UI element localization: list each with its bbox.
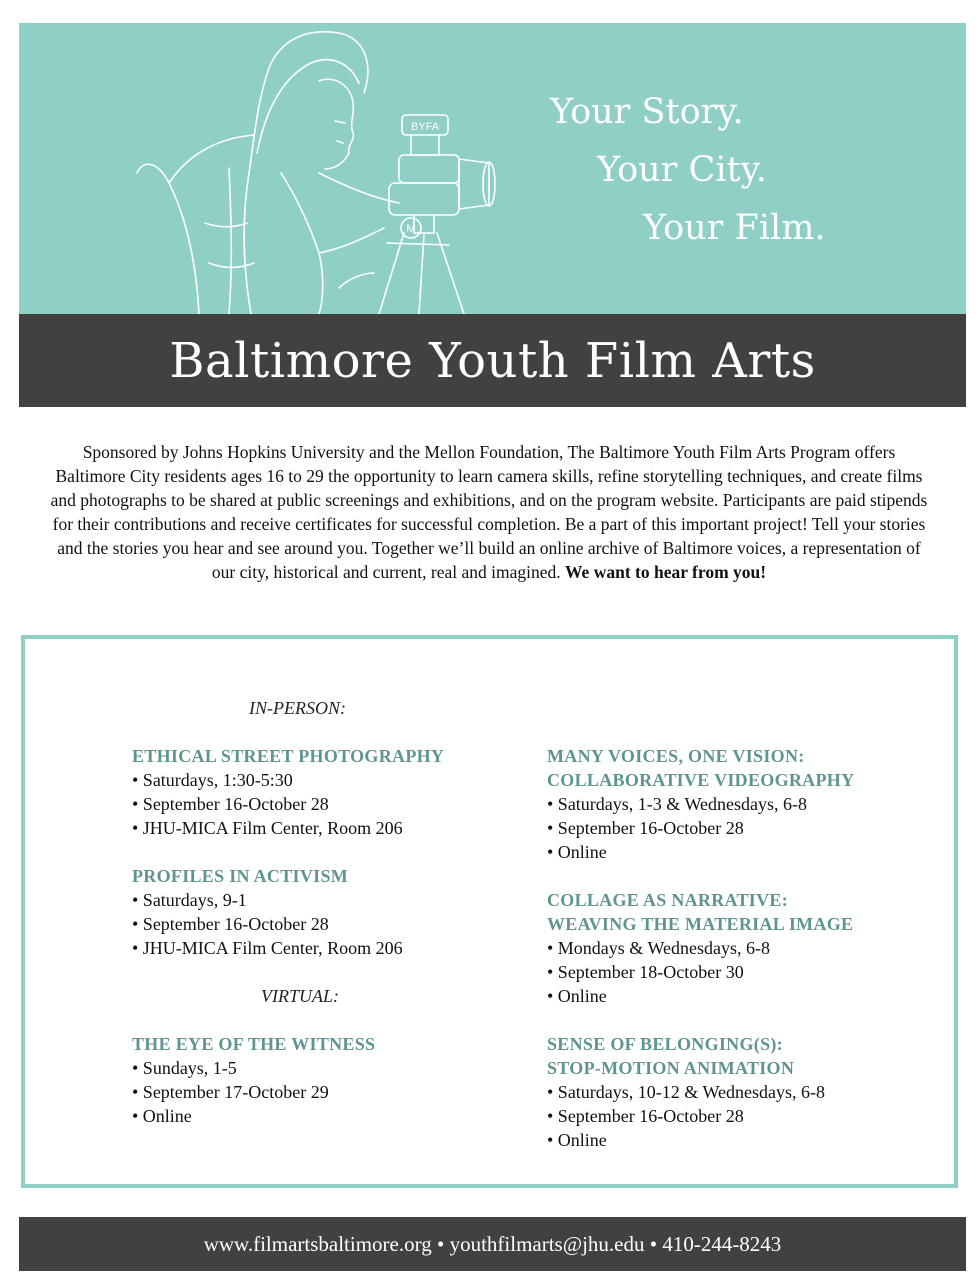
- intro-paragraph: [50, 440, 928, 584]
- course-detail: • September 16-October 28: [547, 1106, 744, 1126]
- course-title: WEAVING THE MATERIAL IMAGE: [547, 914, 854, 934]
- camera-logo-text: M: [406, 223, 416, 235]
- title-bar: [19, 314, 966, 407]
- contact-info: www.filmartsbaltimore.org • youthfilmarts@jhu.edu • 410-244-8243: [203, 1231, 782, 1256]
- course-detail: • Saturdays, 1-3 & Wednesdays, 6-8: [547, 794, 807, 814]
- course-block: [132, 744, 532, 840]
- footer-contact-bar: [19, 1217, 966, 1271]
- course-detail: • JHU-MICA Film Center, Room 206: [132, 818, 403, 838]
- course-detail: • September 16-October 28: [132, 794, 329, 814]
- intro-cta: We want to hear from you!: [565, 562, 767, 582]
- course-detail: • September 18-October 30: [547, 962, 744, 982]
- course-detail: • September 16-October 28: [547, 818, 744, 838]
- right-course-list: [547, 744, 947, 1152]
- course-detail: • Saturdays, 9-1: [132, 890, 247, 910]
- course-block: [132, 1032, 532, 1128]
- course-title: SENSE OF BELONGING(S):: [547, 1034, 783, 1054]
- course-title: COLLAGE AS NARRATIVE:: [547, 890, 789, 910]
- course-detail: • Online: [547, 842, 607, 862]
- course-detail: • Saturdays, 1:30-5:30: [132, 770, 293, 790]
- schedule-right-column: [547, 744, 947, 1176]
- filmmaker-illustration: [19, 23, 966, 314]
- in-person-course-list: [132, 744, 532, 960]
- tagline-film: Your Film.: [643, 208, 826, 248]
- course-title: ETHICAL STREET PHOTOGRAPHY: [132, 746, 445, 766]
- course-title: MANY VOICES, ONE VISION:: [547, 746, 805, 766]
- course-detail: • Saturdays, 10-12 & Wednesdays, 6-8: [547, 1082, 825, 1102]
- virtual-heading: VIRTUAL:: [261, 986, 339, 1006]
- course-title: PROFILES IN ACTIVISM: [132, 866, 349, 886]
- course-title: STOP-MOTION ANIMATION: [547, 1058, 795, 1078]
- course-detail: • Mondays & Wednesdays, 6-8: [547, 938, 770, 958]
- schedule-left-column: [132, 696, 532, 1152]
- course-detail: • September 17-October 29: [132, 1082, 329, 1102]
- course-block: [547, 1032, 947, 1152]
- course-detail: • JHU-MICA Film Center, Room 206: [132, 938, 403, 958]
- camera-badge-text: BYFA: [410, 121, 440, 133]
- hero-banner: [19, 23, 966, 314]
- program-title: Baltimore Youth Film Arts: [169, 332, 816, 389]
- course-detail: • Online: [547, 1130, 607, 1150]
- course-detail: • September 16-October 28: [132, 914, 329, 934]
- in-person-heading: IN-PERSON:: [249, 698, 346, 718]
- course-detail: • Sundays, 1-5: [132, 1058, 237, 1078]
- course-block: [132, 864, 532, 960]
- course-title: THE EYE OF THE WITNESS: [132, 1034, 376, 1054]
- tagline-city: Your City.: [597, 150, 767, 190]
- course-block: [547, 744, 947, 864]
- schedule-box: [21, 635, 958, 1188]
- course-block: [547, 888, 947, 1008]
- course-detail: • Online: [547, 986, 607, 1006]
- course-title: COLLABORATIVE VIDEOGRAPHY: [547, 770, 855, 790]
- virtual-course-list: [132, 1032, 532, 1128]
- tagline-story: Your Story.: [550, 92, 744, 132]
- course-detail: • Online: [132, 1106, 192, 1126]
- intro-body: Sponsored by Johns Hopkins University and the Mellon Foundation, The Baltimore Youth Film Arts Program offers Baltimore City residents ages 16 to 29 the opportunity to learn camera skills, refine storytelling techniques, and create films and photographs to be shared at public screenings and exhibitions, and on the program website. Participants are paid stipends for their contributions and receive certificates for successful completion. Be a part of this important project! Tell your stories and the stories you hear and see around you. Together we’ll build an online archive of Baltimore voices, a representation of our city, historical and current, real and imagined.: [50, 442, 928, 582]
